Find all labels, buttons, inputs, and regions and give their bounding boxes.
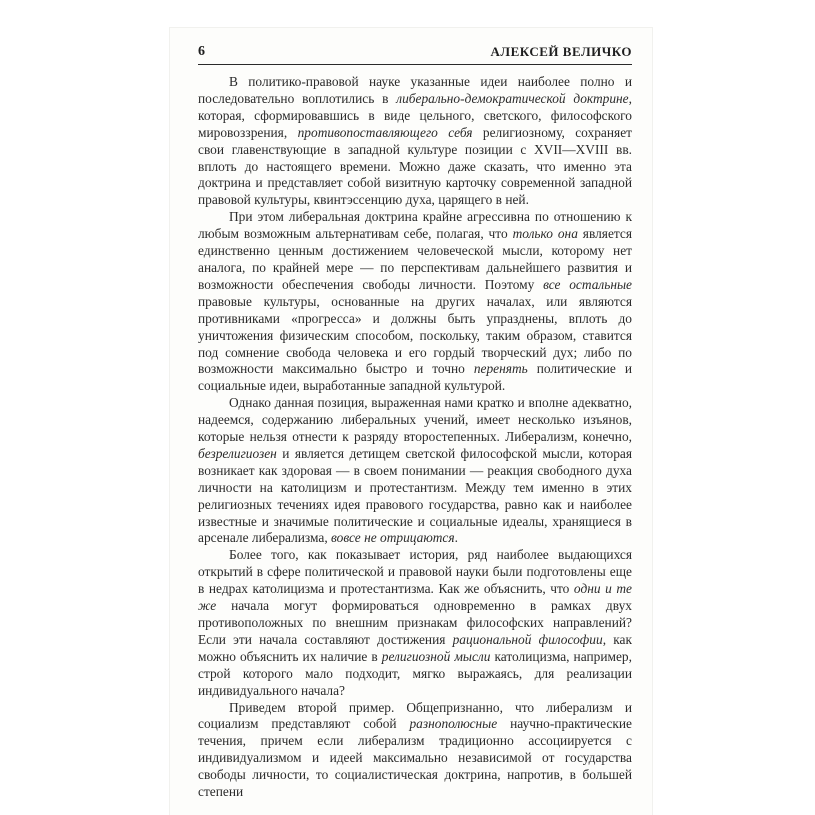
paragraph-5 (198, 700, 632, 801)
text-segment: Приведем второй пример. Общепризнанно, что либерализм и социализм представляют собой (198, 699, 632, 732)
book-page (170, 28, 652, 815)
paragraph-2 (198, 209, 632, 395)
text-segment: религиозному, сохраняет свои главенствующие в западной культуре позиции с XVII—XVIII вв. вплоть до настоящего времени. Можно даже сказать, что именно эта доктрина и представляет собой визитную карточку современной западной правовой культуры, квинтэссенцию духа, царящего в ней. (198, 124, 632, 208)
running-head-author: АЛЕКСЕЙ ВЕЛИЧКО (490, 44, 632, 59)
text-segment: Более того, как показывает история, ряд наиболее выдающихся открытий в сфере политической и правовой науки были подготовлены еще в недрах католицизма и протестантизма. Как же объяснить, что (198, 547, 632, 597)
text-segment: В политико-правовой науке указанные идеи наиболее полно и последовательно воплотились в (198, 74, 632, 106)
text-segment: является единственно ценным достижением человеческой мысли, которому нет аналога, по крайней мере — по перспективам дальнейшего развития и возможности обеспечения свободы личности. Поэтому (198, 226, 633, 292)
italic-segment: рациональной философии (452, 631, 603, 647)
italic-segment: разнополюсные (409, 716, 498, 732)
text-segment: католицизма, например, строй которого мало подходит, мягко выражаясь, для реализации индивидуального начала? (198, 648, 632, 698)
italic-segment: перенять (473, 361, 528, 377)
italic-segment: только она (512, 226, 578, 242)
text-segment: и является детищем светской философской мысли, которая возникает как здоровая — в своем понимании — реакция свободного духа личности на католицизм и протестантизм. Между тем именно в этих религиозных течениях идея правового государства, равно как и наиболее известные и значимые политические и социальные идеалы, хранящиеся в арсенале либерализма, (198, 445, 632, 546)
text-segment: Однако данная позиция, выраженная нами кратко и вполне адекватно, надеемся, содержанию либеральных учений, имеет несколько изъянов, которые нельзя отнести к разряду второстепенных. Либерализм, конечно, (198, 395, 632, 445)
paragraph-4 (198, 547, 632, 699)
paragraph-3 (198, 395, 632, 547)
text-segment: При этом либеральная доктрина крайне агрессивна по отношению к любым возможным альтернативам себе, полагая, что (198, 209, 632, 242)
italic-segment: все остальные (543, 276, 632, 292)
text-segment: , которая, сформировавшись в виде цельного, светского, философского мировоззрения, (198, 90, 632, 140)
page-number: 6 (198, 44, 205, 59)
text-segment: . (454, 530, 458, 546)
page-body (198, 74, 632, 801)
text-segment: правовые культуры, основанные на других началах, или являются противниками «прогресса» и должны быть упразднены, вплоть до уничтожения физическим способом, поскольку, таким образом, ставится под сомнение свобода человека и его гордый творческий дух; либо по возможности максимально быстро и точно (198, 293, 632, 377)
text-segment: политические и социальные идеи, выработанные западной культурой. (198, 361, 633, 394)
page-header (198, 44, 632, 65)
text-segment: научно-практические течения, причем если либерализм традиционно ассоциируется с индивидуализмом и идеей максимально независимой от государства свободы личности, то социалистическая доктрина, напротив, в большей степени (198, 716, 633, 800)
italic-segment: безрелигиозен (198, 445, 277, 461)
italic-segment: либерально-демократической доктрине (396, 90, 629, 106)
italic-segment: религиозной мысли (381, 648, 491, 664)
text-segment: , как можно объяснить их наличие в (198, 631, 633, 664)
italic-segment: одни и те же (198, 581, 632, 614)
italic-segment: противопоставляющего себя (297, 124, 473, 140)
italic-segment: вовсе не отрицаются (331, 530, 455, 546)
paragraph-1 (198, 74, 632, 209)
text-segment: начала могут формироваться одновременно в рамках двух противоположных по внешним признакам философских направлений? Если эти начала составляют достижения (198, 598, 632, 647)
